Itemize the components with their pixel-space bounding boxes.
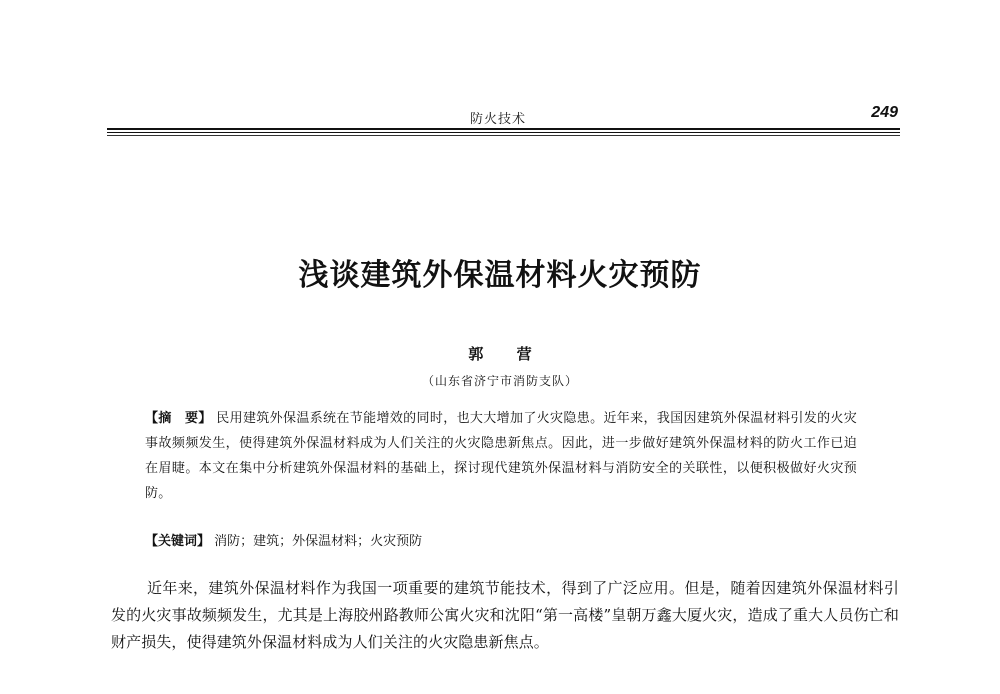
article-title: 浅谈建筑外保温材料火灾预防 [298, 258, 702, 293]
keywords-label: 【关键词】 [145, 534, 211, 549]
section-label: 防火技术 [470, 112, 527, 127]
body-paragraph: 近年来，建筑外保温材料作为我国一项重要的建筑节能技术，得到了广泛应用。但是，随着因建筑外保温材料引发的火灾事故频频发生，尤其是上海胶州路教师公寓火灾和沈阳“第一高楼”皇朝万鑫大厦火灾，造成了重大人员伤亡和财产损失，使得建筑外保温材料成为人们关注的火灾隐患新焦点。 [111, 579, 899, 651]
abstract [145, 406, 857, 506]
running-header [107, 104, 900, 144]
author-name: 郭 营 [468, 345, 546, 363]
abstract-label: 【摘 要】 [145, 411, 212, 426]
keywords [145, 532, 857, 552]
header-rule [107, 128, 900, 133]
header-rule-thin [107, 135, 900, 136]
page-number: 249 [871, 104, 898, 121]
abstract-text: 民用建筑外保温系统在节能增效的同时，也大大增加了火灾隐患。近年来，我国因建筑外保温材料引发的火灾事故频频发生，使得建筑外保温材料成为人们关注的火灾隐患新焦点。因此，进一步做好建筑外保温材料的防火工作已迫在眉睫。本文在集中分析建筑外保温材料的基础上，探讨现代建筑外保温材料与消防安全的关联性，以便积极做好火灾预防。 [145, 411, 857, 501]
author-affiliation: （山东省济宁市消防支队） [421, 374, 578, 388]
keywords-text: 消防；建筑；外保温材料；火灾预防 [214, 534, 423, 549]
